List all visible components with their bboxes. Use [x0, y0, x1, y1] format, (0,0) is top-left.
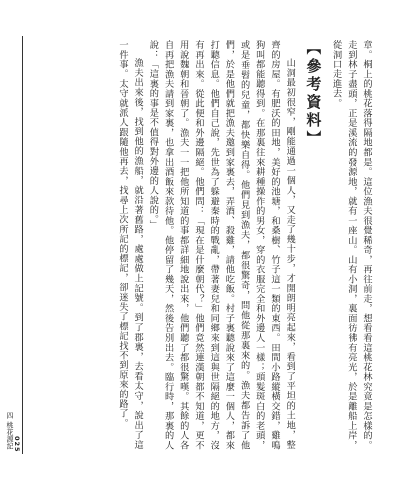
- page-number: 025: [13, 436, 21, 453]
- heading-bracket-close: 】: [304, 130, 323, 148]
- left-margin-rule: [22, 36, 23, 454]
- heading-bracket-open: 【: [304, 40, 323, 58]
- paragraph-1: 章。桐上的桃花落得隔地都是。這位漁夫很覺稀奇，再往前走，想看看這桃花林究竟是怎樣的。走到林子盡頭，正是溪流的發源地，就有一座山。山有小洞，裏面彷彿有亮光，於是離船上岸，從洞口走進去。: [330, 40, 372, 450]
- footer-section-number: 四: [6, 412, 14, 419]
- section-heading: [304, 40, 323, 450]
- paragraph-3: 漁夫出來後，找到他的漁船，就沿著舊路，處處做上記號。到了郡裏，去看太守，說出了這一件事。太守就派人跟隨他再去，找尋上次所記的標記，卻迷失了標記找不到原來的路了。: [116, 40, 144, 450]
- heading-label: 參考資料: [304, 58, 323, 130]
- footer-title: 桃花源記: [6, 421, 14, 450]
- body-text: [116, 40, 374, 450]
- paragraph-2: 山洞最初很窄，剛能通過一個人，又走了幾十步，才開朗明亮起來，看到了平坦的土地，整齊的房屋。有肥沃的田地，美好的池塘，和桑樹、竹子這一類的東西。田間小路縱橫交錯，雞鳴狗叫都能聽得到。在那裏往來耕種操作的男女，穿的衣服完全和外邊人一樣；頭髮斑白的老頭，或是垂髫的兒童，都快樂自得。他們見到漁夫，都很驚奇，問他從那裏來的。漁夫都告訴了他們，於是他們就把漁夫邀到家裏去，弄酒、殺雞，請他吃飯。村子裏聽說來了這麼一個人，都來打聽信息。他們自己說，先世為了躲避秦時的戰亂，帶著妻兒和同鄉來到這與世隔絕的地方，沒有再出來。從此便和外邊隔絕。他們問：「現在是什麼朝代？」他們竟然連漢朝都不知道，更不用說魏朝和晉朝了。漁夫一一把他所知道的事都詳細地說出來，他們聽了都很驚嘆。其餘的人各自再把漁夫請到家裏，也拿出酒飯來款待他。他停留了幾天，然後告別出去。臨行時，那裏的人說：「這裏的事是不值得對外邊的人說的。」: [147, 40, 296, 450]
